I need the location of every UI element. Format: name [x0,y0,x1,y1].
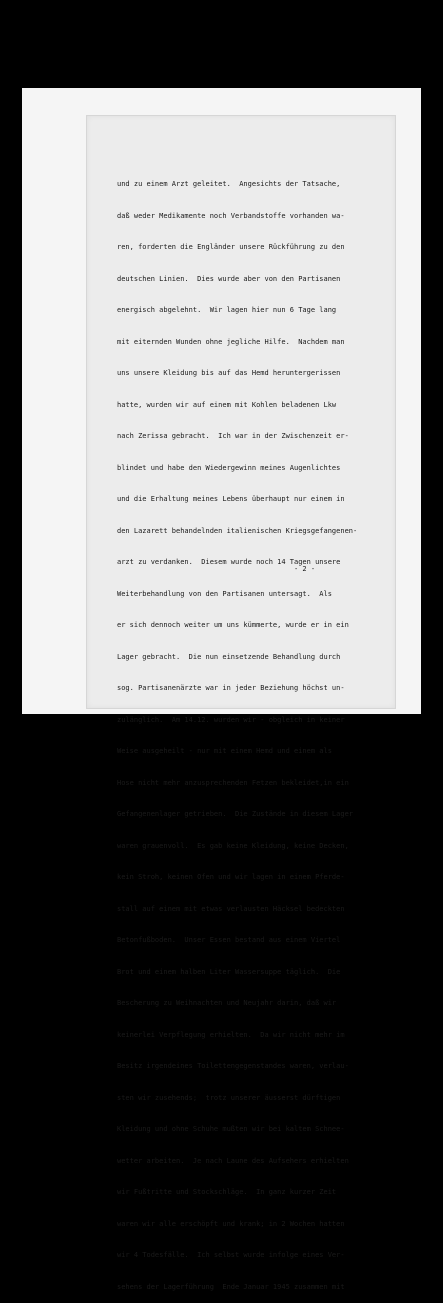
text-line: Betonfußboden. Unser Essen bestand aus einem Viertel [117,936,341,944]
text-line: er sich dennoch weiter um uns kümmerte, wurde er in ein [117,621,349,629]
text-line: deutschen Linien. Dies wurde aber von den Partisanen [117,274,341,283]
text-line: zulänglich. Am 14.12. wurden wir - obgleich in keiner [117,715,345,724]
text-line: Weise ausgeheilt - nur mit einem Hemd und einem als [117,747,332,755]
text-line: uns unsere Kleidung bis auf das Hemd heruntergerissen [117,369,341,377]
text-line: und die Erhaltung meines Lebens überhaupt nur einem in [117,495,345,503]
text-line: nach Zerissa gebracht. Ich war in der Zwischenzeit er- [117,432,349,440]
page-number: - 2 - [294,565,316,573]
text-line: energisch abgelehnt. Wir lagen hier nun 6 Tage lang [117,306,337,314]
text-line: den Lazarett behandelnden italienischen Kriegsgefangenen- [117,526,358,535]
text-line: Weiterbehandlung von den Partisanen untersagt. Als [117,589,332,598]
document-body [117,158,387,1303]
text-line: waren wir alle erschöpft und krank; in 2 Wochen hatten [117,1219,345,1228]
text-line: mit eiternden Wunden ohne jegliche Hilfe. Nachdem man [117,337,345,346]
text-line: kein Stroh, keinen Ofen und wir lagen in einem Pferde- [117,873,345,881]
text-line: hatte, wurden wir auf einem mit Kohlen beladenen Lkw [117,400,337,409]
text-line: Brot und einem halben Liter Wassersuppe täglich. Die [117,967,341,976]
text-line: waren grauenvoll. Es gab keine Kleidung, keine Decken, [117,841,349,850]
text-line: wir 4 Todesfälle. Ich selbst wurde infolge eines Ver- [117,1251,345,1259]
text-line: daß weder Medikamente noch Verbandstoffe vorhanden wa- [117,211,345,220]
text-line: wetter arbeiten. Je nach Laune des Aufsehers erhielten [117,1156,349,1165]
text-line: blindet und habe den Wiedergewinn meines Augenlichtes [117,463,341,472]
text-line: arzt zu verdanken. Diesem wurde noch 14 Tagen unsere [117,558,341,566]
text-line: ren, forderten die Engländer unsere Rückführung zu den [117,243,345,251]
text-line: wir Fußtritte und Stockschläge. In ganz kurzer Zeit [117,1188,337,1196]
text-line: keinerlei Verpflegung erhielten. Da wir nicht mehr im [117,1030,345,1039]
text-line: Kleidung und ohne Schuhe mußten wir bei kaltem Schnee- [117,1125,345,1133]
text-line: Gefangenenlager getrieben. Die Zustände in diesem Lager [117,810,354,818]
text-line: Hose nicht mehr anzusprechenden Fetzen bekleidet,in ein [117,778,349,787]
text-line: sog. Partisanenärzte war in jeder Beziehung höchst un- [117,684,345,692]
text-line: Besitz irgendeines Toilettengegenstandes waren, verlau- [117,1062,349,1070]
text-line: und zu einem Arzt geleitet. Angesichts der Tatsache, [117,180,341,188]
text-line: stall auf einem mit etwas verlausten Häcksel bedeckten [117,904,345,913]
text-line: sten wir zusehends; trotz unserer äusserst dürftigen [117,1093,341,1102]
text-line: sehens der Lagerführung Ende Januar 1945 zusammen mit [117,1282,345,1291]
text-line: Lager gebracht. Die nun einsetzende Behandlung durch [117,652,341,661]
text-line: Bescherung zu Weihnachten und Neujahr darin, daß wir [117,999,337,1007]
